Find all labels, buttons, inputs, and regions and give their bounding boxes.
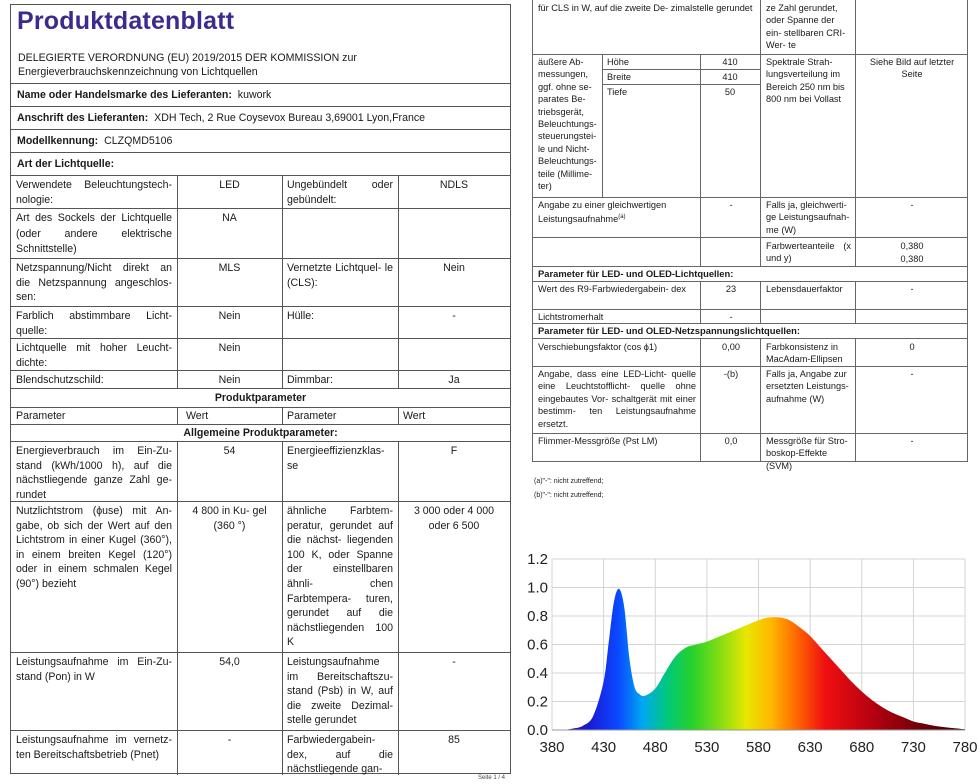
model-value: CLZQMD5106 [104, 135, 173, 147]
color-tunable-value: Nein [218, 310, 241, 322]
footnote-ref-a: (a) [618, 214, 626, 221]
supplier-name-value: kuwork [237, 89, 272, 101]
replacement-claim-label: Angabe, dass eine LED-Licht- quelle eine Leuchtstofflicht- quelle ohne eingebautes Vor- schaltgerät mit einer bestimm- ten Leistungsaufnahme ersetzt. [538, 369, 696, 429]
unbundled-label: Ungebündelt oder gebündelt: [287, 179, 393, 206]
networked-standby-value: - [227, 734, 232, 746]
replacement-power-value: - [910, 369, 914, 379]
lumen-maintenance-label: Lichtstromerhalt [538, 312, 604, 322]
divider [967, 0, 968, 461]
cct-value: 3 000 oder 4 000 oder 6 500 [413, 505, 495, 532]
macadam-value: 0 [909, 342, 915, 352]
height-value: 410 [722, 57, 738, 67]
divider [177, 407, 178, 424]
chromaticity-x: 0,380 [900, 241, 924, 251]
cls-value: Nein [443, 262, 465, 274]
on-mode-power-value: 54,0 [219, 656, 240, 668]
y-tick-label: 0.4 [527, 665, 548, 682]
socket-value: NA [222, 212, 237, 224]
supplier-address-value: XDH Tech, 2 Rue Coysevox Bureau 3,69001 Lyon,France [154, 112, 426, 124]
cct-label: ähnliche Farbtem- peratur, gerundet auf die nächst- liegenden 100 K, oder Spanne der einstellbaren ähnli- chen Farbtempera- turen, gerundet auf die nächstliegenden 100 K [287, 505, 393, 649]
mains-params-header: Parameter für LED- und OLED-Netzspannungslichtquellen: [538, 325, 801, 336]
useful-flux-label: Nutzlichtstrom (ϕuse) mit An- gabe, ob sich der Wert auf den Lichtstrom in einer Kugel (360°), in einem breiten Kegel (120°) oder in einem schmalen Kegel (90°) bezieht [16, 505, 172, 590]
replacement-claim-value: -(b) [723, 369, 739, 379]
replacement-power-label: Falls ja, Angabe zur ersetzten Leistungs- aufnahme (W) [766, 369, 849, 404]
tech-value: LED [219, 179, 240, 191]
depth-value: 50 [724, 87, 736, 97]
standby-power-label: Leistungsaufnahme im Bereitschaftszu- stand (Psb) in W, auf die zweite Dezimal- stelle gerundet [287, 656, 393, 727]
divider [760, 0, 761, 266]
on-mode-power-label: Leistungsaufnahme im Ein-Zu- stand (Pon) in W [16, 656, 172, 683]
macadam-label: Farbkonsistenz in MacAdam-Ellipsen [766, 342, 843, 365]
color-tunable-label: Farblich abstimmbare Licht- quelle: [16, 310, 172, 337]
energy-consumption-value: 54 [223, 445, 236, 457]
energy-consumption-label: Energieverbrauch im Ein-Zu- stand (kWh/1000 h), auf die nächstliegende ganze Zahl ge- rundet [16, 445, 172, 501]
x-tick-label: 530 [694, 739, 720, 756]
regulation-line-1: DELEGIERTE VERORDNUNG (EU) 2019/2015 DER KOMMISSION zur [18, 52, 357, 64]
datasheet-right [530, 0, 970, 470]
divider [532, 338, 968, 339]
y-tick-label: 1.2 [527, 551, 548, 568]
equivalent-power-value: - [729, 200, 733, 210]
x-tick-label: 730 [900, 739, 926, 756]
svm-label: Messgröße für Stro- boskop-Effekte (SVM) [766, 436, 848, 471]
dimmable-value: Ja [448, 374, 460, 386]
x-tick-label: 580 [745, 739, 772, 756]
lumen-maintenance-value: - [729, 312, 733, 322]
tech-label: Verwendete Beleuchtungstech- nologie: [16, 179, 172, 206]
spectral-distribution-label: Spektrale Strah- lungsverteilung im Bereich 250 nm bis 800 nm bei Vollast [766, 57, 845, 105]
useful-flux-value: 4 800 in Ku- gel (360 °) [192, 505, 267, 532]
depth-label: Tiefe [607, 87, 628, 97]
equivalent-power-text: Angabe zu einer gleichwertigen Leistungsaufnahme [538, 200, 667, 225]
light-source-type-label: Art der Lichtquelle: [17, 158, 115, 170]
mains-value: MLS [218, 262, 241, 274]
x-tick-label: 430 [591, 739, 617, 756]
y-tick-label: 0.2 [527, 693, 548, 711]
page-title: Produktdatenblatt [17, 7, 235, 35]
divider [398, 175, 399, 388]
dimmable-label: Dimmbar: [287, 374, 333, 386]
cri-continuation: ze Zahl gerundet, oder Spanne der ein- stellbaren CRI-Wer- te [766, 3, 846, 51]
displacement-factor-label: Verschiebungsfaktor (cos ϕ1) [538, 342, 658, 352]
y-tick-label: 1.0 [527, 579, 548, 597]
equivalent-power-label [534, 198, 702, 227]
svm-value: - [910, 436, 914, 446]
y-tick-label: 0.0 [527, 722, 548, 739]
displacement-factor-value: 0,00 [722, 342, 740, 352]
cls-label: Vernetzte Lichtquel- le (CLS): [287, 262, 393, 289]
flicker-label: Flimmer-Messgröße (Pst LM) [538, 436, 658, 446]
led-params-header: Parameter für LED- und OLED-Lichtquellen: [538, 268, 734, 279]
standby-power-value: - [452, 656, 456, 668]
cri-value: 85 [448, 734, 460, 746]
x-tick-label: 630 [797, 739, 823, 756]
x-tick-label: 680 [849, 739, 875, 756]
divider [855, 338, 856, 461]
dimensions-label: äußere Ab- messungen, ggf. ohne se- parates Be- triebsgerät, Beleuchtungs- steuerungstei- le und Nicht- Beleuchtungs- teile (Millime- ter) [538, 57, 597, 192]
divider [532, 0, 533, 461]
divider [700, 197, 701, 266]
shell-value: - [452, 310, 456, 322]
product-params-header: Produktparameter [214, 392, 307, 404]
spectral-distribution-value: Siehe Bild auf letzter Seite [869, 57, 955, 80]
y-tick-label: 0.6 [527, 636, 548, 654]
networked-standby-label: Leistungsaufnahme im vernetz- ten Bereitschaftsbetrieb (Pnet) [16, 734, 172, 761]
divider [855, 0, 856, 266]
supplier-name-label: Name oder Handelsmarke des Lieferanten: [17, 89, 232, 101]
divider [282, 407, 283, 424]
footnote-b: (b)"-": nicht zutreffend; [534, 492, 604, 499]
spectral-chart [520, 545, 978, 775]
mains-label: Netzspannung/Nicht direkt an die Netzspannung angeschlos- sen: [16, 262, 172, 304]
x-tick-label: 480 [642, 739, 668, 756]
divider [398, 441, 399, 775]
divider [855, 281, 856, 323]
light-source-type-row [11, 152, 510, 174]
glare-shield-label: Blendschutzschild: [16, 374, 104, 386]
general-params-header: Allgemeine Produktparameter: [183, 427, 338, 439]
spectral-chart-svg [520, 545, 978, 775]
equivalent-power-right-value: - [910, 200, 914, 210]
high-luminance-label: Lichtquelle mit hoher Leucht- dichte: [16, 342, 172, 369]
page-number: Seite 1 / 4 [478, 775, 506, 781]
regulation-line-2: Energieverbrauchskennzeichnung von Lichtquellen [18, 66, 258, 78]
divider [532, 237, 968, 238]
cri-label: Farbwiedergabein- dex, auf die nächstliegende gan- [287, 734, 393, 776]
energy-class-label: Energieeffizienzklas- se [287, 445, 385, 472]
r9-value: 23 [725, 284, 737, 294]
model-label: Modellkennung: [17, 135, 99, 147]
y-tick-label: 0.8 [527, 608, 548, 625]
shell-label: Hülle: [287, 310, 315, 322]
divider [700, 281, 701, 323]
x-tick-label: 380 [539, 739, 565, 756]
unbundled-value: NDLS [439, 179, 469, 191]
cls-power-continuation: für CLS in W, auf die zweite De- zimalstelle gerundet [538, 3, 753, 13]
divider [700, 338, 701, 461]
footnote-a: (a)"-": nicht zutreffend; [534, 478, 604, 485]
x-tick-label: 780 [952, 739, 978, 756]
lifetime-factor-value: - [910, 284, 914, 294]
col-header-value-1: Wert [186, 410, 209, 422]
model-row [11, 129, 510, 151]
energy-class-value: F [450, 445, 458, 457]
supplier-name-row [11, 83, 510, 105]
chromaticity-y: 0,380 [900, 254, 924, 264]
chromaticity-label: Farbwerteanteile (x und y) [766, 241, 851, 264]
col-header-parameter-2: Parameter [287, 410, 337, 422]
height-label: Höhe [607, 57, 629, 67]
width-label: Breite [607, 72, 632, 82]
col-header-parameter-1: Parameter [16, 410, 66, 422]
equivalent-power-right-label: Falls ja, gleichwerti- ge Leistungsaufnah- me (W) [766, 200, 850, 235]
socket-label: Art des Sockels der Lichtquelle (oder andere elektrische Schnittstelle) [16, 212, 172, 255]
r9-label: Wert des R9-Farbwiedergabein- dex [538, 284, 686, 294]
col-header-value-2: Wert [403, 410, 426, 422]
divider [177, 441, 178, 775]
divider [398, 407, 399, 424]
high-luminance-value: Nein [218, 342, 241, 354]
divider [760, 338, 761, 461]
lifetime-factor-label: Lebensdauerfaktor [766, 284, 843, 294]
datasheet-left [10, 4, 511, 774]
divider [532, 461, 968, 462]
glare-shield-value: Nein [218, 374, 241, 386]
flicker-value: 0,0 [724, 436, 738, 446]
divider [760, 281, 761, 323]
supplier-address-row [11, 106, 510, 128]
width-value: 410 [722, 72, 738, 82]
regulation-text [13, 49, 508, 81]
supplier-address-label: Anschrift des Lieferanten: [17, 112, 149, 124]
